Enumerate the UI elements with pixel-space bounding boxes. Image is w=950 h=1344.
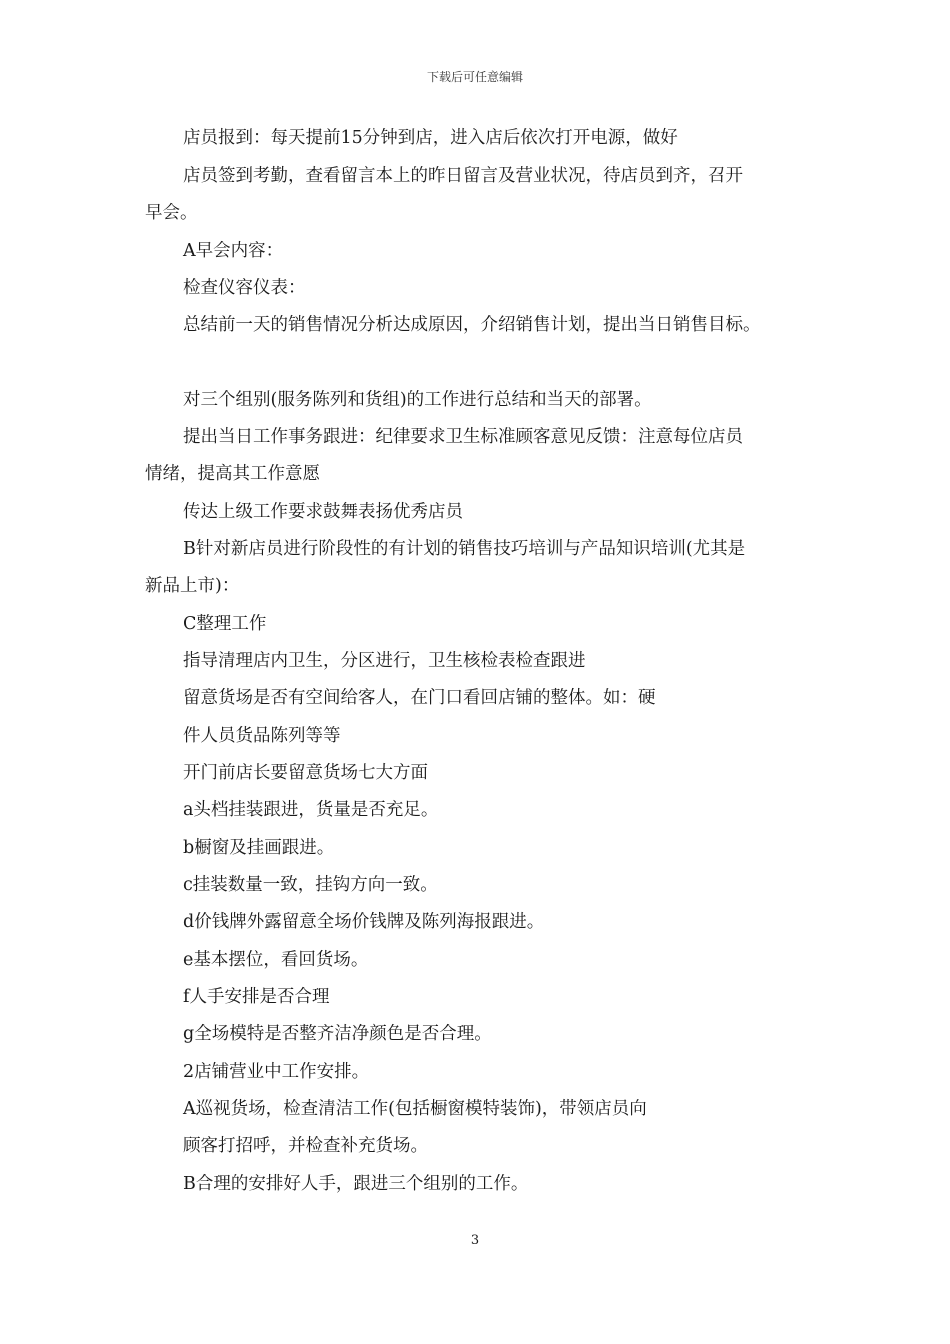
paragraph-line: 留意货场是否有空间给客人，在门口看回店铺的整体。如：硬 bbox=[183, 688, 656, 708]
page-number: 3 bbox=[470, 1233, 480, 1248]
paragraph-line: B针对新店员进行阶段性的有计划的销售技巧培训与产品知识培训(尤其是 bbox=[183, 539, 746, 559]
paragraph-line: 指导清理店内卫生，分区进行，卫生核检表检查跟进 bbox=[183, 651, 586, 671]
paragraph-line: 店员报到：每天提前15分钟到店，进入店后依次打开电源，做好 bbox=[183, 128, 678, 148]
paragraph-line: 对三个组别(服务陈列和货组)的工作进行总结和当天的部署。 bbox=[183, 390, 652, 410]
paragraph-line: 新品上市)： bbox=[145, 576, 240, 596]
paragraph-line: 早会。 bbox=[145, 203, 198, 223]
paragraph-line: a头档挂装跟进，货量是否充足。 bbox=[183, 800, 439, 820]
paragraph-line: B合理的安排好人手，跟进三个组别的工作。 bbox=[183, 1174, 529, 1194]
paragraph-line: 情绪，提高其工作意愿 bbox=[145, 464, 320, 484]
page-header: 下载后可任意编辑 bbox=[426, 70, 523, 84]
paragraph-line: C整理工作 bbox=[183, 614, 267, 634]
paragraph-line: c挂装数量一致，挂钩方向一致。 bbox=[183, 875, 438, 895]
paragraph-line: A巡视货场，检查清洁工作(包括橱窗模特装饰)，带领店员向 bbox=[183, 1099, 647, 1119]
paragraph-line: 开门前店长要留意货场七大方面 bbox=[183, 763, 428, 783]
paragraph-line: f人手安排是否合理 bbox=[183, 987, 330, 1007]
paragraph-line: 检查仪容仪表： bbox=[183, 278, 306, 298]
paragraph-line: 店员签到考勤，查看留言本上的昨日留言及营业状况，待店员到齐，召开 bbox=[183, 166, 743, 186]
paragraph-line: d价钱牌外露留意全场价钱牌及陈列海报跟进。 bbox=[183, 912, 545, 932]
paragraph-line: 提出当日工作事务跟进：纪律要求卫生标准顾客意见反馈：注意每位店员 bbox=[183, 427, 743, 447]
paragraph-line: 总结前一天的销售情况分析达成原因，介绍销售计划，提出当日销售目标。 bbox=[183, 315, 761, 335]
paragraph-line: 顾客打招呼，并检查补充货场。 bbox=[183, 1136, 428, 1156]
paragraph-line: A早会内容： bbox=[183, 241, 284, 261]
paragraph-line: 传达上级工作要求鼓舞表扬优秀店员 bbox=[183, 502, 463, 522]
paragraph-line: b橱窗及挂画跟进。 bbox=[183, 838, 335, 858]
paragraph-line: 2店铺营业中工作安排。 bbox=[183, 1062, 370, 1082]
paragraph-line: 件人员货品陈列等等 bbox=[183, 726, 341, 746]
paragraph-line: g全场模特是否整齐洁净颜色是否合理。 bbox=[183, 1024, 492, 1044]
paragraph-line: e基本摆位，看回货场。 bbox=[183, 950, 369, 970]
